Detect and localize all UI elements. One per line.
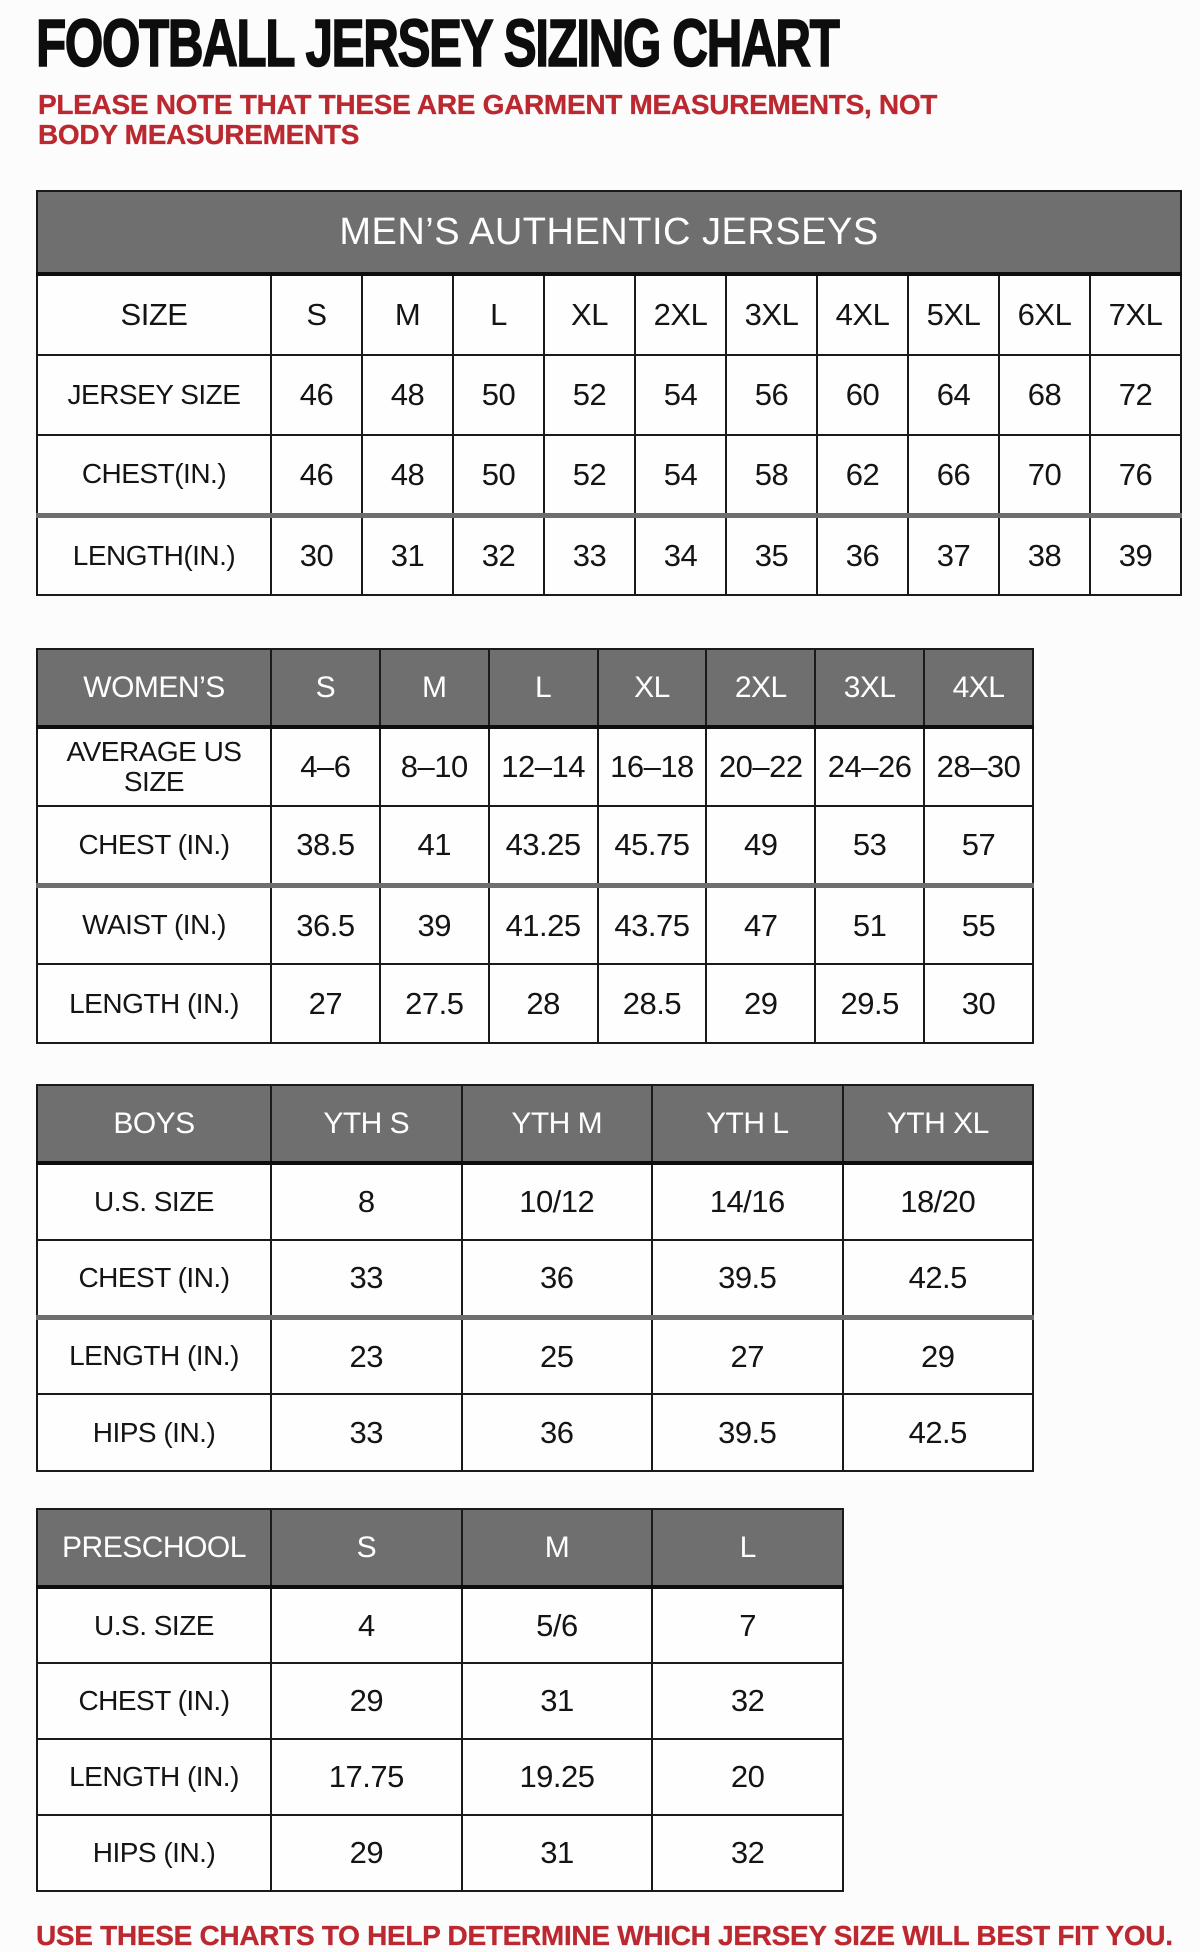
table-corner-label: BOYS xyxy=(37,1085,271,1163)
measurement-value-cell: 38.5 xyxy=(271,806,380,885)
measurement-value-cell: 39 xyxy=(380,885,489,964)
size-column-header: M xyxy=(380,649,489,727)
measurement-value-cell: 56 xyxy=(726,355,817,435)
size-column-header: M xyxy=(362,274,453,355)
measurement-value-cell: 76 xyxy=(1090,435,1181,515)
measurement-value-cell: 16–18 xyxy=(598,727,707,806)
table-row xyxy=(37,964,1033,1043)
size-column-header: S xyxy=(271,649,380,727)
table-corner-label: WOMEN’S xyxy=(37,649,271,727)
row-label: JERSEY SIZE xyxy=(37,355,271,435)
measurement-value-cell: 46 xyxy=(271,355,362,435)
size-column-header: 6XL xyxy=(999,274,1090,355)
measurement-value-cell: 42.5 xyxy=(843,1394,1034,1471)
measurement-value-cell: 36 xyxy=(462,1394,653,1471)
garment-measurement-note: PLEASE NOTE THAT THESE ARE GARMENT MEASUREMENTS, NOT BODY MEASUREMENTS xyxy=(38,89,938,151)
womens-sizing-table xyxy=(36,648,1034,1044)
measurement-value-cell: 30 xyxy=(271,515,362,595)
mens-authentic-jerseys-table xyxy=(36,190,1182,596)
row-label: WAIST (IN.) xyxy=(37,885,271,964)
row-label: LENGTH (IN.) xyxy=(37,1317,271,1394)
row-label: U.S. SIZE xyxy=(37,1163,271,1240)
measurement-value-cell: 34 xyxy=(635,515,726,595)
measurement-value-cell: 18/20 xyxy=(843,1163,1034,1240)
measurement-value-cell: 70 xyxy=(999,435,1090,515)
measurement-value-cell: 46 xyxy=(271,435,362,515)
boys-table-column-header-row xyxy=(37,1085,1033,1163)
measurement-value-cell: 52 xyxy=(544,435,635,515)
measurement-value-cell: 8–10 xyxy=(380,727,489,806)
measurement-value-cell: 32 xyxy=(652,1815,843,1891)
row-label: HIPS (IN.) xyxy=(37,1815,271,1891)
table-row xyxy=(37,435,1181,515)
measurement-value-cell: 25 xyxy=(462,1317,653,1394)
size-column-header: YTH XL xyxy=(843,1085,1034,1163)
measurement-value-cell: 31 xyxy=(362,515,453,595)
table-row xyxy=(37,806,1033,885)
measurement-value-cell: 47 xyxy=(706,885,815,964)
row-label: HIPS (IN.) xyxy=(37,1394,271,1471)
size-column-header: 3XL xyxy=(815,649,924,727)
measurement-value-cell: 31 xyxy=(462,1815,653,1891)
measurement-value-cell: 27.5 xyxy=(380,964,489,1043)
size-column-header: 5XL xyxy=(908,274,999,355)
measurement-value-cell: 33 xyxy=(271,1240,462,1317)
measurement-value-cell: 29 xyxy=(271,1663,462,1739)
preschool-table-column-header-row xyxy=(37,1509,843,1587)
table-row xyxy=(37,1587,843,1663)
size-column-header: YTH S xyxy=(271,1085,462,1163)
measurement-value-cell: 4–6 xyxy=(271,727,380,806)
measurement-value-cell: 54 xyxy=(635,435,726,515)
womens-table-body xyxy=(37,727,1033,1043)
measurement-value-cell: 30 xyxy=(924,964,1033,1043)
measurement-value-cell: 58 xyxy=(726,435,817,515)
measurement-value-cell: 7 xyxy=(652,1587,843,1663)
table-row xyxy=(37,1240,1033,1317)
measurement-value-cell: 10/12 xyxy=(462,1163,653,1240)
measurement-value-cell: 28 xyxy=(489,964,598,1043)
measurement-value-cell: 27 xyxy=(271,964,380,1043)
table-row xyxy=(37,1163,1033,1240)
page-title-text: FOOTBALL JERSEY SIZING CHART xyxy=(36,6,839,81)
mens-table-banner-row xyxy=(37,191,1181,274)
table-row xyxy=(37,355,1181,435)
preschool-table-body xyxy=(37,1587,843,1891)
page-title xyxy=(36,6,1200,81)
measurement-value-cell: 66 xyxy=(908,435,999,515)
mens-table-body xyxy=(37,355,1181,595)
measurement-value-cell: 72 xyxy=(1090,355,1181,435)
size-column-header: 4XL xyxy=(924,649,1033,727)
measurement-value-cell: 29 xyxy=(706,964,815,1043)
preschool-sizing-table xyxy=(36,1508,844,1892)
table-row xyxy=(37,1739,843,1815)
size-column-header: L xyxy=(453,274,544,355)
size-column-header: M xyxy=(462,1509,653,1587)
table-row xyxy=(37,1815,843,1891)
measurement-value-cell: 5/6 xyxy=(462,1587,653,1663)
measurement-value-cell: 41 xyxy=(380,806,489,885)
measurement-value-cell: 42.5 xyxy=(843,1240,1034,1317)
measurement-value-cell: 57 xyxy=(924,806,1033,885)
measurement-value-cell: 19.25 xyxy=(462,1739,653,1815)
measurement-value-cell: 32 xyxy=(652,1663,843,1739)
measurement-value-cell: 17.75 xyxy=(271,1739,462,1815)
measurement-value-cell: 60 xyxy=(817,355,908,435)
boys-table-body xyxy=(37,1163,1033,1471)
size-column-header: L xyxy=(652,1509,843,1587)
measurement-value-cell: 52 xyxy=(544,355,635,435)
measurement-value-cell: 4 xyxy=(271,1587,462,1663)
size-column-header: XL xyxy=(544,274,635,355)
size-column-header: YTH L xyxy=(652,1085,843,1163)
size-column-header: 4XL xyxy=(817,274,908,355)
measurement-value-cell: 53 xyxy=(815,806,924,885)
measurement-value-cell: 39.5 xyxy=(652,1394,843,1471)
measurement-value-cell: 27 xyxy=(652,1317,843,1394)
size-column-header: 2XL xyxy=(635,274,726,355)
womens-table-column-header-row xyxy=(37,649,1033,727)
table-row xyxy=(37,1317,1033,1394)
measurement-value-cell: 54 xyxy=(635,355,726,435)
row-label: U.S. SIZE xyxy=(37,1587,271,1663)
table-corner-label: SIZE xyxy=(37,274,271,355)
measurement-value-cell: 55 xyxy=(924,885,1033,964)
measurement-value-cell: 68 xyxy=(999,355,1090,435)
measurement-value-cell: 33 xyxy=(544,515,635,595)
measurement-value-cell: 41.25 xyxy=(489,885,598,964)
measurement-value-cell: 48 xyxy=(362,355,453,435)
table-row xyxy=(37,515,1181,595)
measurement-value-cell: 51 xyxy=(815,885,924,964)
measurement-value-cell: 12–14 xyxy=(489,727,598,806)
measurement-value-cell: 36.5 xyxy=(271,885,380,964)
size-column-header: YTH M xyxy=(462,1085,653,1163)
mens-table-title: MEN’S AUTHENTIC JERSEYS xyxy=(37,191,1181,274)
measurement-value-cell: 32 xyxy=(453,515,544,595)
measurement-value-cell: 39.5 xyxy=(652,1240,843,1317)
boys-sizing-table xyxy=(36,1084,1034,1472)
row-label: LENGTH (IN.) xyxy=(37,964,271,1043)
table-corner-label: PRESCHOOL xyxy=(37,1509,271,1587)
size-column-header: 7XL xyxy=(1090,274,1181,355)
measurement-value-cell: 64 xyxy=(908,355,999,435)
size-column-header: L xyxy=(489,649,598,727)
row-label: CHEST (IN.) xyxy=(37,1663,271,1739)
measurement-value-cell: 29.5 xyxy=(815,964,924,1043)
measurement-value-cell: 39 xyxy=(1090,515,1181,595)
size-column-header: S xyxy=(271,1509,462,1587)
row-label: LENGTH(IN.) xyxy=(37,515,271,595)
row-label: LENGTH (IN.) xyxy=(37,1739,271,1815)
measurement-value-cell: 50 xyxy=(453,435,544,515)
measurement-value-cell: 62 xyxy=(817,435,908,515)
measurement-value-cell: 33 xyxy=(271,1394,462,1471)
table-row xyxy=(37,885,1033,964)
measurement-value-cell: 35 xyxy=(726,515,817,595)
measurement-value-cell: 23 xyxy=(271,1317,462,1394)
size-column-header: 2XL xyxy=(706,649,815,727)
measurement-value-cell: 45.75 xyxy=(598,806,707,885)
measurement-value-cell: 38 xyxy=(999,515,1090,595)
table-row xyxy=(37,727,1033,806)
table-row xyxy=(37,1394,1033,1471)
measurement-value-cell: 49 xyxy=(706,806,815,885)
row-label: AVERAGE US SIZE xyxy=(37,727,271,806)
size-column-header: 3XL xyxy=(726,274,817,355)
measurement-value-cell: 28.5 xyxy=(598,964,707,1043)
measurement-value-cell: 43.25 xyxy=(489,806,598,885)
measurement-value-cell: 24–26 xyxy=(815,727,924,806)
measurement-value-cell: 28–30 xyxy=(924,727,1033,806)
measurement-value-cell: 8 xyxy=(271,1163,462,1240)
row-label: CHEST (IN.) xyxy=(37,1240,271,1317)
measurement-value-cell: 36 xyxy=(817,515,908,595)
measurement-value-cell: 43.75 xyxy=(598,885,707,964)
measurement-value-cell: 50 xyxy=(453,355,544,435)
measurement-value-cell: 29 xyxy=(271,1815,462,1891)
measurement-value-cell: 31 xyxy=(462,1663,653,1739)
size-column-header: S xyxy=(271,274,362,355)
measurement-value-cell: 37 xyxy=(908,515,999,595)
mens-table-column-header-row xyxy=(37,274,1181,355)
measurement-value-cell: 20 xyxy=(652,1739,843,1815)
row-label: CHEST(IN.) xyxy=(37,435,271,515)
measurement-value-cell: 48 xyxy=(362,435,453,515)
measurement-value-cell: 36 xyxy=(462,1240,653,1317)
measurement-value-cell: 20–22 xyxy=(706,727,815,806)
measurement-value-cell: 29 xyxy=(843,1317,1034,1394)
fit-advice-note: USE THESE CHARTS TO HELP DETERMINE WHICH JERSEY SIZE WILL BEST FIT YOU. xyxy=(36,1920,1173,1952)
size-column-header: XL xyxy=(598,649,707,727)
measurement-value-cell: 14/16 xyxy=(652,1163,843,1240)
row-label: CHEST (IN.) xyxy=(37,806,271,885)
table-row xyxy=(37,1663,843,1739)
